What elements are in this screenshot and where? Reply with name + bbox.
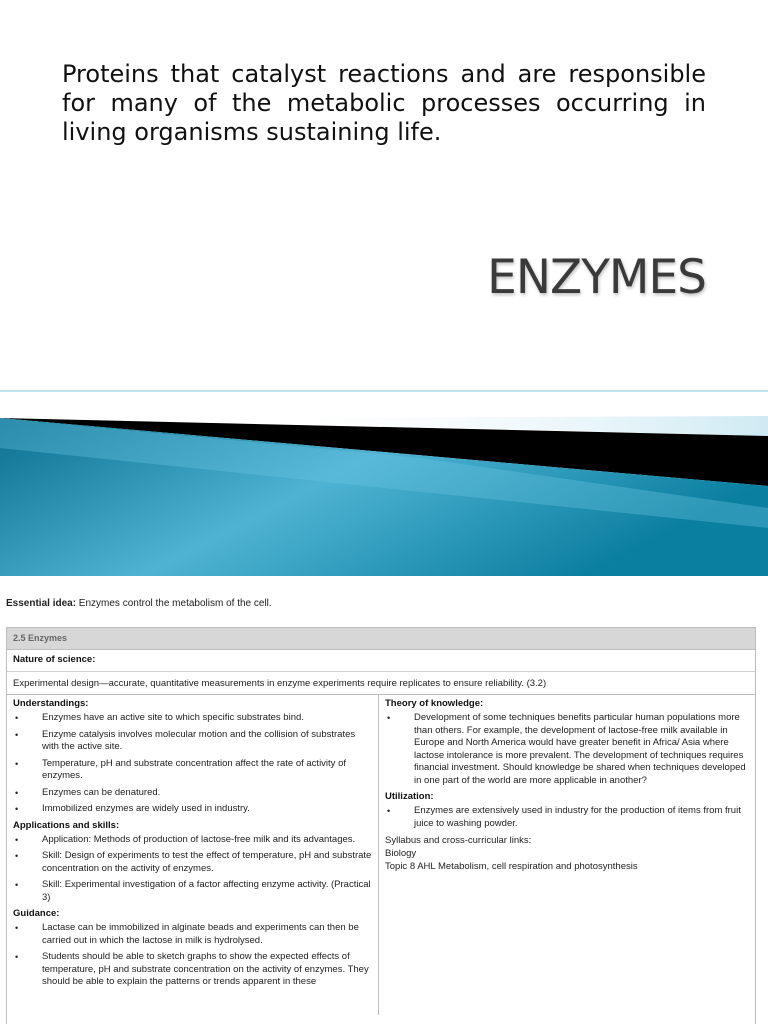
list-item: • Application: Methods of production of lactose-free milk and its advantages. [13,834,372,847]
syllabus-table [6,627,756,1024]
nature-of-science-label: Nature of science: [7,654,755,672]
utilization-list [385,805,749,830]
nature-of-science-section [7,650,755,695]
decorative-band [0,388,768,576]
applications-label: Applications and skills: [13,819,120,831]
list-item: • Enzyme catalysis involves molecular motion and the collision of substrates with the active site. [13,729,372,754]
list-item: • Development of some techniques benefits particular human populations more than others. For example, the development of lactose-free milk available in Europe and North America would have greater benefit in Africa/ Asia where lactose intolerance is more prevalent. The development of techniques requires financial investment. Should knowledge be shared when techniques developed in one part of the world are more applicable in another? [385,712,749,787]
tok-list [385,712,749,787]
nature-of-science-text: Experimental design—accurate, quantitative measurements in enzyme experiments require replicates to ensure reliability. (3.2) [13,678,547,689]
list-item: • Skill: Experimental investigation of a factor affecting enzyme activity. (Practical 3) [13,879,372,904]
understandings-list [13,712,372,816]
syllabus-subject: Biology [385,848,417,859]
slide-title: ENZYMES [487,250,706,305]
syllabus-links-label: Syllabus and cross-curricular links: [385,835,532,846]
syllabus-document [0,576,768,1024]
essential-idea-text: Enzymes control the metabolism of the cell. [76,598,272,609]
table-columns [7,695,755,1015]
utilization-label: Utilization: [385,791,434,802]
guidance-list [13,922,372,989]
list-item: • Enzymes have an active site to which specific substrates bind. [13,712,372,725]
list-item: • Immobilized enzymes are widely used in industry. [13,803,372,816]
right-column [379,695,755,1015]
essential-idea-label: Essential idea: [6,598,77,609]
essential-idea [6,598,272,609]
syllabus-topic: Topic 8 AHL Metabolism, cell respiration and photosynthesis [385,861,638,872]
list-item: • Temperature, pH and substrate concentration affect the rate of activity of enzymes. [13,758,372,783]
applications-list [13,834,372,905]
intro-text: Proteins that catalyst reactions and are responsible for many of the metabolic processes occurring in living organisms sustaining life. [62,60,706,146]
table-header: 2.5 Enzymes [7,628,755,650]
left-column [7,695,379,1015]
list-item: • Enzymes can be denatured. [13,787,372,800]
list-item: • Students should be able to sketch graphs to show the expected effects of temperature, pH and substrate concentration on the activity of enzymes. They should be able to explain the patterns or trends apparent in these [13,951,372,989]
guidance-label: Guidance: [13,908,60,919]
tok-label: Theory of knowledge: [385,698,484,709]
list-item: • Skill: Design of experiments to test the effect of temperature, pH and substrate concentration on the activity of enzymes. [13,850,372,875]
list-item: • Lactase can be immobilized in alginate beads and experiments can then be carried out in which the lactose in milk is hydrolysed. [13,922,372,947]
understandings-label: Understandings: [13,698,89,709]
list-item: • Enzymes are extensively used in industry for the production of items from fruit juice to washing powder. [385,805,749,830]
